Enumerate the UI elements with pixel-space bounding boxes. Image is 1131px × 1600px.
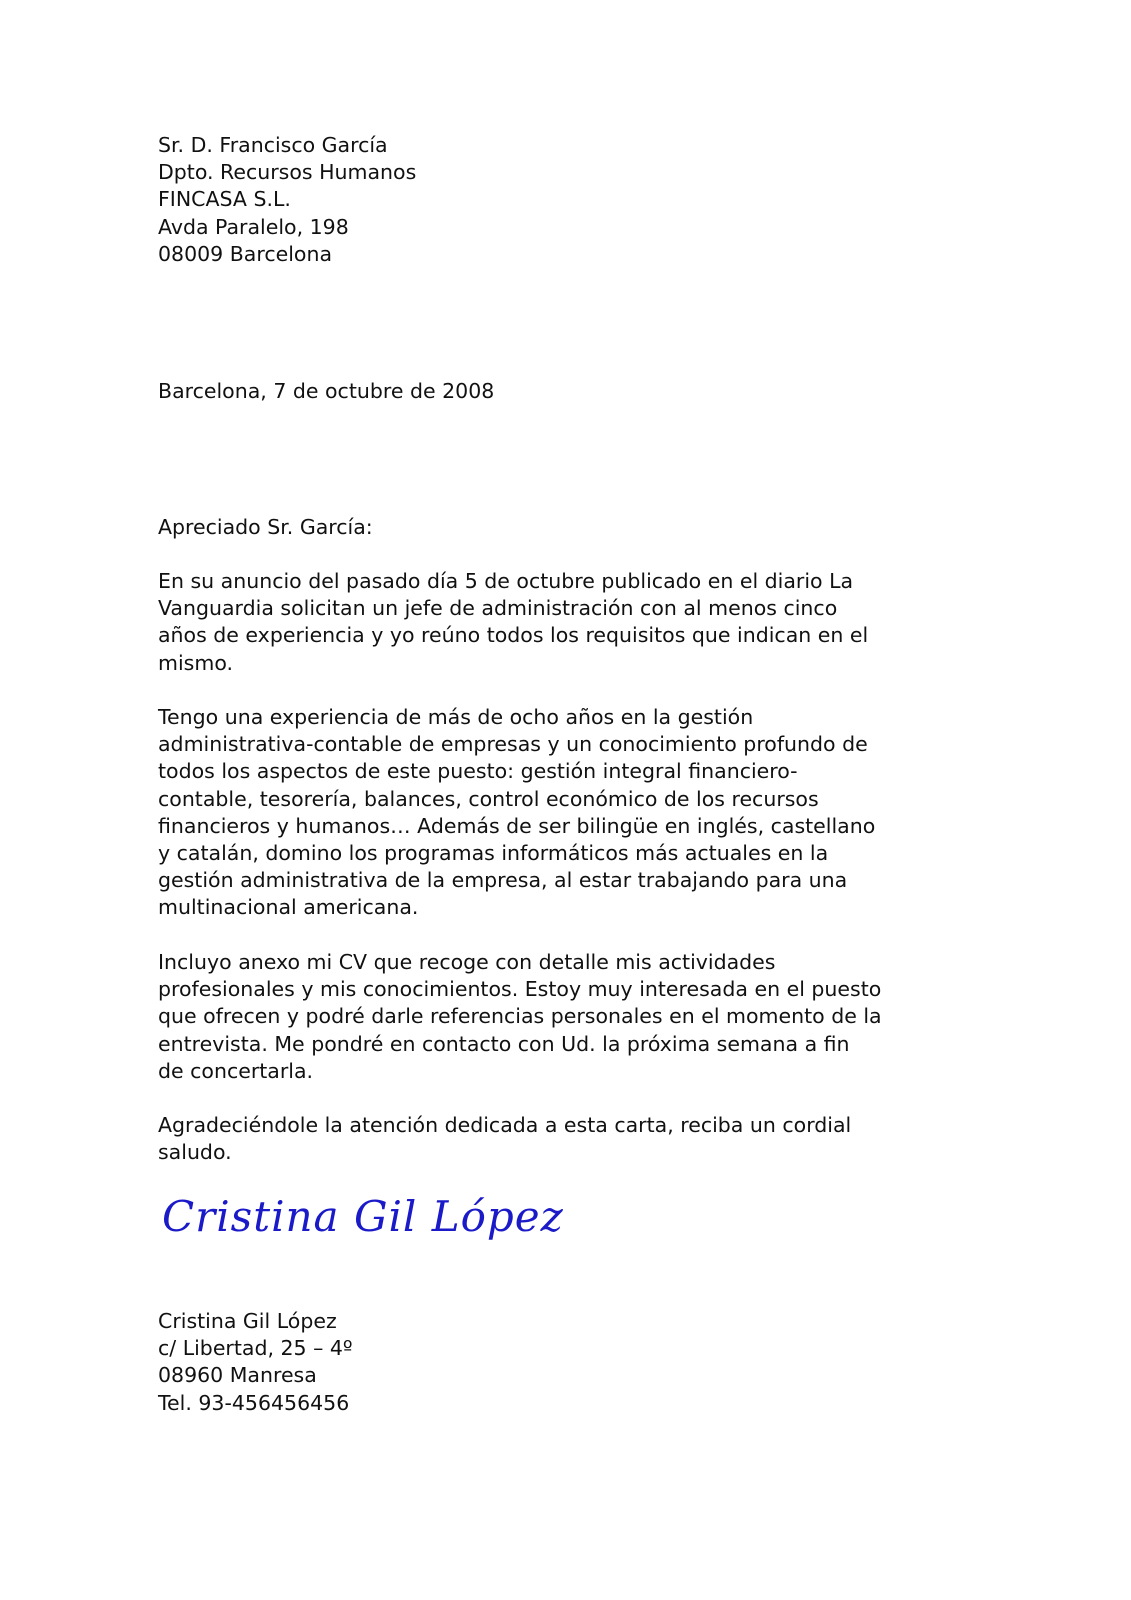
text-line: Vanguardia solicitan un jefe de administración con al menos cinco [158, 596, 838, 621]
text-line: Incluyo anexo mi CV que recoge con detalle mis actividades [158, 950, 776, 974]
text-line: Tel. 93-456456456 [158, 1390, 350, 1415]
text-line: multinacional americana. [158, 895, 419, 920]
text-line: 08960 Manresa [158, 1363, 317, 1388]
text-line: Tengo una experiencia de más de ocho años en la gestión [158, 705, 754, 729]
text-line: Sr. D. Francisco García [158, 133, 388, 157]
text-line: Avda Paralelo, 198 [158, 214, 349, 239]
text-line: Agradeciéndole la atención dedicada a esta carta, reciba un cordial [158, 1113, 852, 1137]
text-line: c/ Libertad, 25 – 4º [158, 1336, 353, 1361]
text-line: todos los aspectos de este puesto: gestión integral financiero- [158, 759, 798, 784]
text-line: de concertarla. [158, 1058, 314, 1083]
date-text: Barcelona, 7 de octubre de 2008 [158, 379, 495, 403]
text-line: contable, tesorería, balances, control económico de los recursos [158, 786, 819, 811]
text-line: financieros y humanos… Además de ser bilingüe en inglés, castellano [158, 813, 876, 838]
handwritten-signature: Cristina Gil López [162, 1192, 564, 1241]
salutation [158, 514, 373, 541]
text-line: años de experiencia y yo reúno todos los requisitos que indican en el [158, 623, 869, 648]
text-line: En su anuncio del pasado día 5 de octubre publicado en el diario La [158, 569, 854, 593]
text-line: gestión administrativa de la empresa, al estar trabajando para una [158, 868, 848, 893]
text-line: que ofrecen y podré darle referencias personales en el momento de la [158, 1004, 882, 1029]
paragraph-3 [158, 949, 882, 1085]
sender-address [158, 1308, 353, 1417]
letter-date [158, 378, 494, 405]
text-line: 08009 Barcelona [158, 241, 333, 266]
recipient-address [158, 132, 416, 268]
text-line: y catalán, domino los programas informáticos más actuales en la [158, 840, 829, 865]
paragraph-2 [158, 704, 875, 922]
text-line: profesionales y mis conocimientos. Estoy muy interesada en el puesto [158, 977, 882, 1002]
text-line: FINCASA S.L. [158, 187, 291, 212]
text-line: saludo. [158, 1140, 232, 1165]
text-line: Dpto. Recursos Humanos [158, 160, 417, 185]
paragraph-4 [158, 1112, 851, 1166]
text-line: mismo. [158, 650, 234, 675]
salutation-text: Apreciado Sr. García: [158, 515, 373, 539]
text-line: entrevista. Me pondré en contacto con Ud. la próxima semana a fin [158, 1031, 850, 1056]
text-line: Cristina Gil López [158, 1309, 337, 1333]
text-line: administrativa-contable de empresas y un conocimiento profundo de [158, 732, 868, 757]
paragraph-1 [158, 568, 868, 677]
